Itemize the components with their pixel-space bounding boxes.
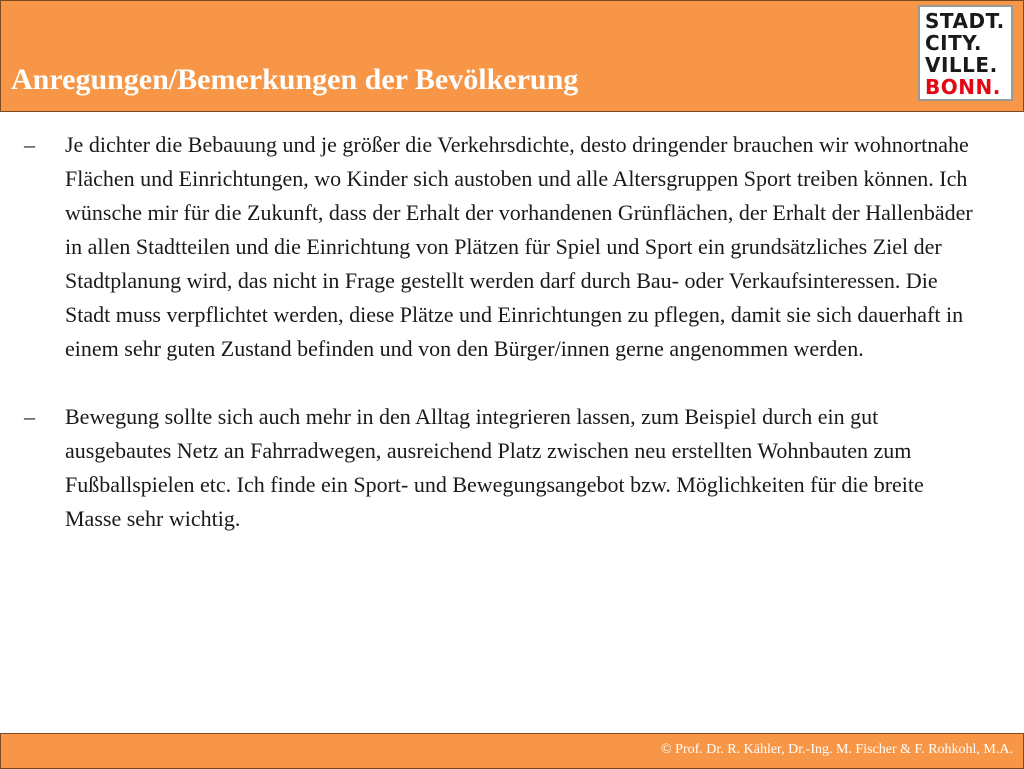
copyright-text: © Prof. Dr. R. Kähler, Dr.-Ing. M. Fischer & F. Rohkohl, M.A. <box>661 742 1013 757</box>
logo-line-bonn: BONN. <box>925 75 1001 99</box>
slide-body <box>24 128 984 536</box>
slide-header <box>0 0 1024 112</box>
slide-title: Anregungen/Bemerkungen der Bevölkerung <box>11 63 579 96</box>
bullet-text: Je dichter die Bebauung und je größer die Verkehrsdichte, desto dringender brauchen wir wohnortnahe Flächen und Einrichtungen, wo Kinder sich austoben und alle Altersgruppen Sport treiben können. Ich wünsche mir für die Zukunft, dass der Erhalt der vorhandenen Grünflächen, der Erhalt der Hallenbäder in allen Stadtteilen und die Einrichtung von Plätzen für Spiel und Sport ein grundsätzliches Ziel der Stadtplanung wird, das nicht in Frage gestellt werden darf durch Bau- oder Verkaufsinteressen. Die Stadt muss verpflichtet werden, diese Plätze und Einrichtungen zu pflegen, damit sie sich dauerhaft in einem sehr guten Zustand befinden und von den Bürger/innen gerne angenommen werden. <box>65 132 973 361</box>
logo-line-ville: VILLE. <box>925 53 998 77</box>
dash-marker: – <box>24 404 35 429</box>
logo-line-stadt: STADT. <box>925 9 1005 33</box>
logo-line-city: CITY. <box>925 31 983 55</box>
bullet-item <box>24 400 984 536</box>
slide-footer <box>0 733 1024 769</box>
stadt-bonn-logo <box>918 5 1013 101</box>
dash-marker: – <box>24 132 35 157</box>
bullet-item <box>24 128 984 366</box>
bullet-text: Bewegung sollte sich auch mehr in den Alltag integrieren lassen, zum Beispiel durch ein gut ausgebautes Netz an Fahrradwegen, ausreichend Platz zwischen neu erstellten Wohnbauten zum Fußballspielen etc. Ich finde ein Sport- und Bewegungsangebot bzw. Möglichkeiten für die breite Masse sehr wichtig. <box>65 404 924 531</box>
